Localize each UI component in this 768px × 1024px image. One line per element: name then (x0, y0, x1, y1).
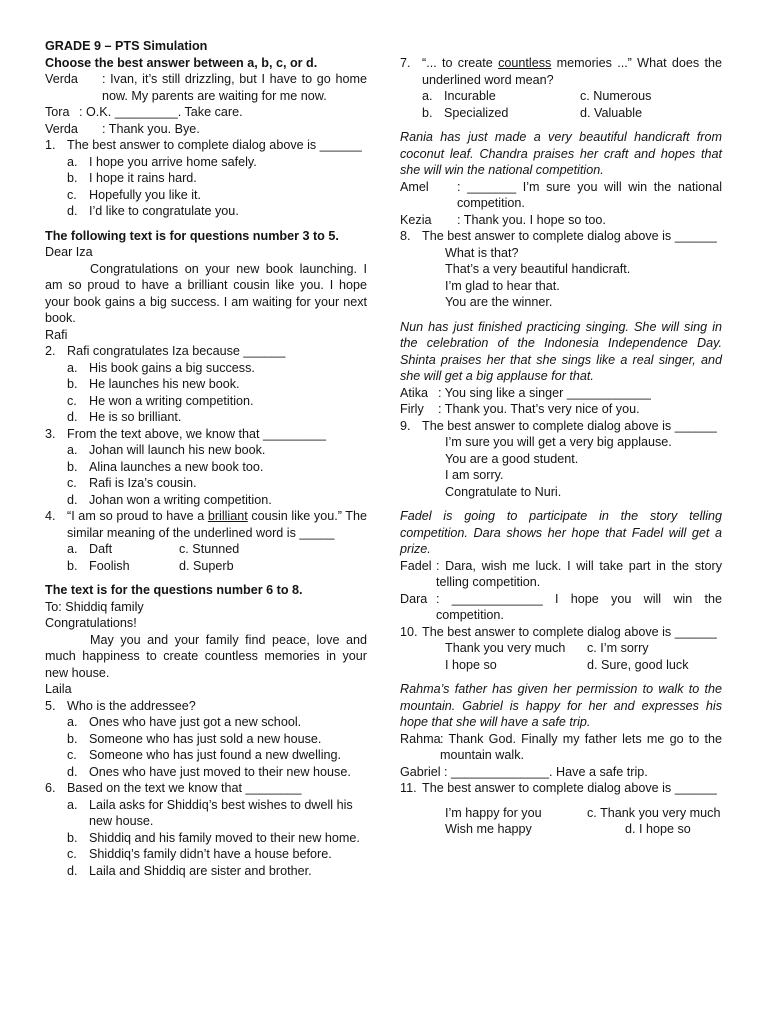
speaker-text: : Thank you. I hope so too. (457, 212, 606, 227)
speaker-name: Dara (400, 591, 428, 606)
question-number: 2. (45, 344, 56, 358)
question-number: 10. (400, 624, 418, 639)
speaker-name: Verda (45, 121, 78, 136)
answer-choice[interactable]: I am sorry. (445, 468, 504, 482)
dialog-line (45, 71, 367, 104)
answer-choice[interactable]: That’s a very beautiful handicraft. (445, 262, 631, 276)
option-row (400, 105, 722, 122)
situation-text: Nun has just finished practicing singing. She will sing in the celebration of the Indonesia Independence Day. Shinta praises her that she sings like a real singer, and she will get a big applause for that. (400, 319, 722, 383)
letter-body: May you and your family find peace, love and much happiness to create countless memories in your new house. (45, 632, 367, 680)
option-b[interactable] (45, 830, 367, 847)
option-b[interactable] (67, 558, 179, 575)
dialog-10 (400, 558, 722, 624)
answer-choice[interactable]: c. Thank you very much (587, 805, 721, 820)
option-text: Specialized (444, 105, 509, 120)
option-letter: a. (67, 443, 78, 457)
speaker-name: Verda (45, 72, 78, 86)
option-text: Laila asks for Shiddiq’s best wishes to dwell his new house. (89, 797, 353, 828)
option-a[interactable] (45, 360, 367, 377)
option-letter: b. (67, 377, 78, 391)
answer-choice[interactable]: I hope so (445, 657, 497, 672)
answer-choice[interactable]: Thank you very much (445, 641, 566, 655)
option-d[interactable] (179, 558, 234, 575)
answer-row (400, 657, 722, 674)
question-text: The best answer to complete dialog above is ______ (422, 781, 717, 795)
situation-text: Rahma’s father has given her permission to walk to the mountain. Gabriel is happy for her and expresses his hope that she will have a safe trip. (400, 682, 722, 729)
option-letter: a. (422, 89, 433, 103)
question-text-pre: “I am so proud to have a (67, 509, 208, 523)
speaker-text: : _______ I’m sure you will win the national competition. (457, 179, 722, 210)
answer-choice[interactable]: What is that? (445, 245, 519, 260)
right-column (400, 55, 722, 838)
option-a[interactable] (45, 154, 367, 171)
option-text: Shiddiq’s family didn’t have a house before. (89, 847, 332, 861)
speaker-name: Tora (45, 105, 70, 119)
option-text: He launches his new book. (89, 377, 240, 391)
speaker-name: Kezia (400, 212, 432, 227)
option-b[interactable] (45, 459, 367, 476)
question-text: The best answer to complete dialog above is ______ (422, 624, 717, 639)
option-text: Numerous (593, 89, 652, 103)
dialog-line (45, 104, 367, 121)
option-letter: c. (67, 393, 77, 408)
question-8 (400, 228, 722, 311)
option-text: He is so brilliant. (89, 410, 182, 424)
situation-text: Rania has just made a very beautiful handicraft from coconut leaf. Chandra praises her craft and hopes that she will win the national competition. (400, 130, 722, 177)
option-c[interactable] (45, 393, 367, 410)
speaker-text: : _____________ I hope you will win the competition. (436, 591, 722, 622)
question-text-post: memories ...” What does the underlined word mean? (422, 56, 722, 87)
dialog-line (400, 558, 722, 591)
question-number: 9. (400, 418, 411, 433)
dialog-line (400, 401, 722, 418)
question-7 (400, 55, 722, 121)
letter-1 (45, 244, 367, 343)
letter-to: To: Shiddiq family (45, 599, 144, 614)
speaker-name: Rahma (400, 731, 441, 746)
dialog-line (45, 121, 367, 138)
speaker-text: : Ivan, it’s still drizzling, but I have to go home now. My parents are waiting for me now. (102, 72, 367, 103)
option-row (45, 541, 367, 558)
option-letter: c. (67, 187, 77, 202)
speaker-name: Firly (400, 402, 424, 416)
speaker-text: : O.K. _________. Take care. (79, 105, 243, 119)
speaker-text: : You sing like a singer ____________ (438, 385, 651, 400)
letter-signature: Rafi (45, 327, 68, 342)
answer-row (400, 640, 722, 657)
question-text: Based on the text we know that ________ (67, 781, 302, 795)
option-text: Incurable (444, 89, 496, 103)
speaker-name: Gabriel (400, 764, 441, 779)
option-letter: a. (67, 154, 78, 169)
answer-choice[interactable]: You are a good student. (445, 451, 579, 466)
option-letter: d. (67, 863, 78, 878)
question-text: From the text above, we know that _________ (67, 426, 327, 441)
question-2 (45, 343, 367, 426)
option-text: Johan will launch his new book. (89, 443, 266, 457)
question-text: The best answer to complete dialog above is ______ (67, 138, 362, 152)
option-b[interactable] (45, 170, 367, 187)
question-text: Rafi congratulates Iza because ______ (67, 344, 286, 358)
answer-choice[interactable]: c. I’m sorry (587, 641, 649, 655)
option-c[interactable] (45, 475, 367, 492)
question-number: 1. (45, 138, 56, 152)
option-letter: d. (67, 492, 78, 507)
question-text (67, 508, 367, 541)
option-text: Rafi is Iza’s cousin. (89, 476, 197, 490)
question-text: Who is the addressee? (67, 698, 196, 713)
option-a[interactable] (45, 442, 367, 459)
letter-2 (45, 599, 367, 698)
speaker-text: : Dara, wish me luck. I will take part in the story telling competition. (436, 558, 722, 589)
option-letter: a. (67, 797, 78, 812)
option-row (45, 558, 367, 575)
option-a[interactable] (67, 541, 179, 558)
question-5 (45, 698, 367, 781)
dialog-line (400, 731, 722, 764)
option-d[interactable] (45, 764, 367, 781)
option-c[interactable] (45, 846, 367, 863)
dialog-8 (400, 179, 722, 229)
answer-choice[interactable]: I’m glad to hear that. (445, 278, 560, 293)
option-text: Superb (193, 558, 234, 573)
question-text: The best answer to complete dialog above is ______ (422, 229, 717, 243)
left-column (45, 38, 367, 879)
section-heading: The text is for the questions number 6 to 8. (45, 583, 303, 597)
question-number: 11. (400, 781, 417, 795)
option-text: Someone who has just sold a new house. (89, 731, 322, 746)
option-letter: c. (67, 847, 77, 861)
option-text: Johan won a writing competition. (89, 492, 272, 507)
option-c[interactable] (45, 187, 367, 204)
option-text: I’d like to congratulate you. (89, 204, 239, 218)
letter-signature: Laila (45, 682, 72, 696)
option-letter: c. (67, 476, 77, 490)
question-9 (400, 418, 722, 501)
question-3 (45, 426, 367, 509)
option-text: Valuable (594, 105, 643, 120)
option-text: Daft (89, 542, 113, 556)
dialog-line (400, 591, 722, 624)
option-c[interactable] (179, 541, 239, 558)
question-number: 4. (45, 509, 56, 523)
answer-row (400, 821, 722, 838)
underlined-word: brilliant (207, 509, 248, 523)
question-11 (400, 780, 722, 838)
speaker-name: Amel (400, 179, 429, 194)
option-letter: d. (67, 764, 78, 779)
page-title: GRADE 9 – PTS Simulation (45, 39, 208, 53)
question-4 (45, 508, 367, 574)
option-b[interactable] (45, 376, 367, 393)
option-letter: a. (67, 360, 78, 375)
option-b[interactable] (45, 731, 367, 748)
answer-choice[interactable]: d. I hope so (625, 822, 691, 836)
option-d[interactable] (580, 105, 642, 122)
option-d[interactable] (45, 409, 367, 426)
option-letter: b. (67, 171, 78, 185)
dialog-line (400, 212, 722, 229)
option-text: He won a writing competition. (89, 393, 254, 408)
option-letter: a. (67, 542, 78, 556)
answer-choice[interactable]: I’m sure you will get a very big applause. (445, 435, 672, 449)
option-d[interactable] (45, 863, 367, 880)
dialog-9 (400, 385, 722, 418)
question-number: 6. (45, 781, 56, 795)
option-letter: d. (580, 105, 591, 120)
answer-choice[interactable]: d. Sure, good luck (587, 657, 689, 672)
option-text: Alina launches a new book too. (89, 459, 264, 474)
speaker-text: : Thank you. Bye. (102, 121, 200, 136)
speaker-text: : Thank you. That’s very nice of you. (438, 402, 640, 416)
question-6 (45, 780, 367, 879)
option-row (400, 88, 722, 105)
answer-choice[interactable]: Congratulate to Nuri. (445, 484, 562, 499)
question-text: The best answer to complete dialog above is ______ (422, 418, 717, 433)
option-letter: c. (67, 748, 77, 762)
option-text: Hopefully you like it. (89, 187, 201, 202)
option-c[interactable] (580, 88, 651, 105)
dialog-11 (400, 731, 722, 781)
option-text: Laila and Shiddiq are sister and brother. (89, 863, 312, 878)
option-text: Stunned (192, 542, 240, 556)
instruction: Choose the best answer between a, b, c, or d. (45, 55, 318, 70)
option-text: I hope it rains hard. (89, 171, 197, 185)
answer-choice[interactable]: I’m happy for you (445, 805, 542, 820)
option-letter: b. (67, 731, 78, 746)
option-c[interactable] (45, 747, 367, 764)
speaker-text: : Thank God. Finally my father lets me go to the mountain walk. (440, 731, 722, 762)
speaker-name: Fadel (400, 558, 432, 573)
question-text-pre: “... to create (422, 56, 499, 70)
option-d[interactable] (45, 492, 367, 509)
question-10 (400, 624, 722, 674)
answer-choice[interactable]: You are the winner. (445, 295, 553, 309)
option-letter: b. (67, 558, 78, 573)
question-number: 8. (400, 229, 411, 243)
option-text: I hope you arrive home safely. (89, 154, 257, 169)
section-heading: The following text is for questions number 3 to 5. (45, 228, 339, 243)
speaker-name: Atika (400, 385, 428, 400)
option-text: Ones who have just got a new school. (89, 715, 302, 729)
letter-body: Congratulations on your new book launching. I am so proud to have a brilliant cousin like you. I hope your book gains a big success. I am waiting for your next book. (45, 261, 367, 325)
answer-choice[interactable]: Wish me happy (445, 822, 532, 836)
letter-greeting: Congratulations! (45, 616, 137, 630)
option-letter: b. (422, 105, 433, 120)
option-letter: a. (67, 715, 78, 729)
option-text: Shiddiq and his family moved to their new home. (89, 830, 360, 845)
question-number: 3. (45, 426, 56, 441)
option-a[interactable] (45, 714, 367, 731)
option-letter: d. (67, 410, 78, 424)
option-letter: b. (67, 459, 78, 474)
dialog-1 (45, 71, 367, 137)
question-text-post: cousin like you.” The similar meaning of the underlined word is _____ (67, 509, 367, 540)
dialog-line (400, 764, 722, 781)
dialog-line (400, 179, 722, 212)
question-number: 7. (400, 56, 411, 70)
underlined-word: countless (498, 56, 552, 70)
option-letter: c. (580, 89, 590, 103)
option-text: His book gains a big success. (89, 360, 255, 375)
question-number: 5. (45, 698, 56, 713)
option-letter: b. (67, 830, 78, 845)
dialog-line (400, 385, 722, 402)
option-a[interactable] (45, 797, 367, 830)
option-text: Ones who have just moved to their new house. (89, 764, 351, 779)
question-text (422, 55, 722, 88)
answer-row (400, 805, 722, 822)
option-d[interactable] (45, 203, 367, 220)
option-letter: c. (179, 542, 189, 556)
situation-text: Fadel is going to participate in the story telling competition. Dara shows her hope that Fadel will get a prize. (400, 509, 722, 556)
option-text: Someone who has just found a new dwelling. (89, 748, 342, 762)
speaker-text: : ______________. Have a safe trip. (444, 764, 648, 779)
option-b[interactable] (422, 105, 580, 122)
option-letter: d. (179, 558, 190, 573)
option-text: Foolish (89, 558, 130, 573)
option-letter: d. (67, 204, 78, 218)
letter-greeting: Dear Iza (45, 245, 93, 259)
question-1 (45, 137, 367, 220)
option-a[interactable] (422, 88, 580, 105)
